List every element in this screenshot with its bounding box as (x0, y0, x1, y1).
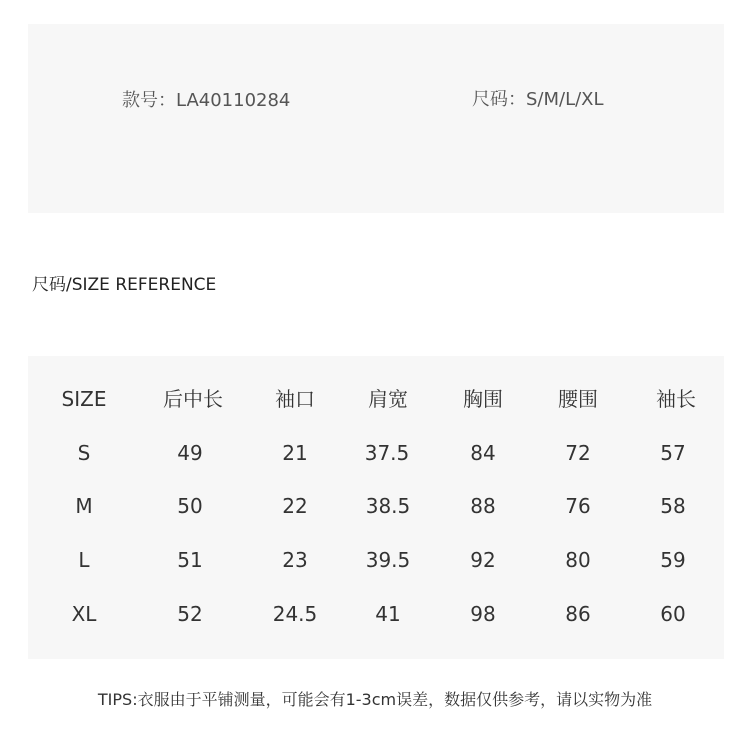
table-row (28, 433, 724, 473)
size-table (28, 356, 724, 659)
header-cell: 袖口 (275, 387, 315, 411)
table-cell: 59 (660, 548, 686, 572)
table-cell: 84 (470, 441, 496, 465)
table-cell: 88 (470, 494, 496, 518)
table-cell: 49 (177, 441, 203, 465)
table-cell: 80 (565, 548, 591, 572)
table-cell: L (78, 548, 90, 572)
header-cell: 袖长 (656, 387, 696, 411)
table-cell: 57 (660, 441, 686, 465)
measurement-tips: TIPS:衣服由于平铺测量，可能会有1-3cm误差，数据仅供参考，请以实物为准 (97, 690, 653, 709)
table-cell: S (77, 441, 91, 465)
table-row (28, 486, 724, 526)
table-row (28, 540, 724, 580)
table-cell: 98 (470, 602, 496, 626)
size-reference-title: 尺码/SIZE REFERENCE (32, 275, 217, 295)
table-cell: 38.5 (365, 494, 411, 518)
table-row (28, 594, 724, 634)
header-cell: SIZE (61, 387, 107, 411)
header-cell: 腰围 (558, 387, 598, 411)
table-header-row (28, 379, 724, 419)
table-cell: 37.5 (364, 441, 410, 465)
table-cell: 92 (470, 548, 496, 572)
style-number: 款号：LA40110284 (122, 90, 291, 111)
table-cell: 51 (177, 548, 203, 572)
table-cell: 21 (282, 441, 308, 465)
table-cell: 60 (660, 602, 686, 626)
header-cell: 胸围 (463, 387, 503, 411)
table-cell: 58 (660, 494, 686, 518)
table-cell: 23 (282, 548, 308, 572)
table-cell: 24.5 (272, 602, 318, 626)
table-cell: 52 (177, 602, 203, 626)
table-cell: 50 (177, 494, 203, 518)
product-info-panel (28, 24, 724, 213)
table-cell: 39.5 (365, 548, 411, 572)
table-cell: 72 (565, 441, 591, 465)
table-cell: XL (71, 602, 97, 626)
table-cell: 41 (375, 602, 401, 626)
available-sizes: 尺码：S/M/L/XL (472, 89, 604, 110)
table-cell: M (75, 494, 93, 518)
header-cell: 后中长 (163, 387, 223, 411)
table-cell: 22 (282, 494, 308, 518)
table-cell: 76 (565, 494, 591, 518)
table-cell: 86 (565, 602, 591, 626)
header-cell: 肩宽 (368, 387, 408, 411)
